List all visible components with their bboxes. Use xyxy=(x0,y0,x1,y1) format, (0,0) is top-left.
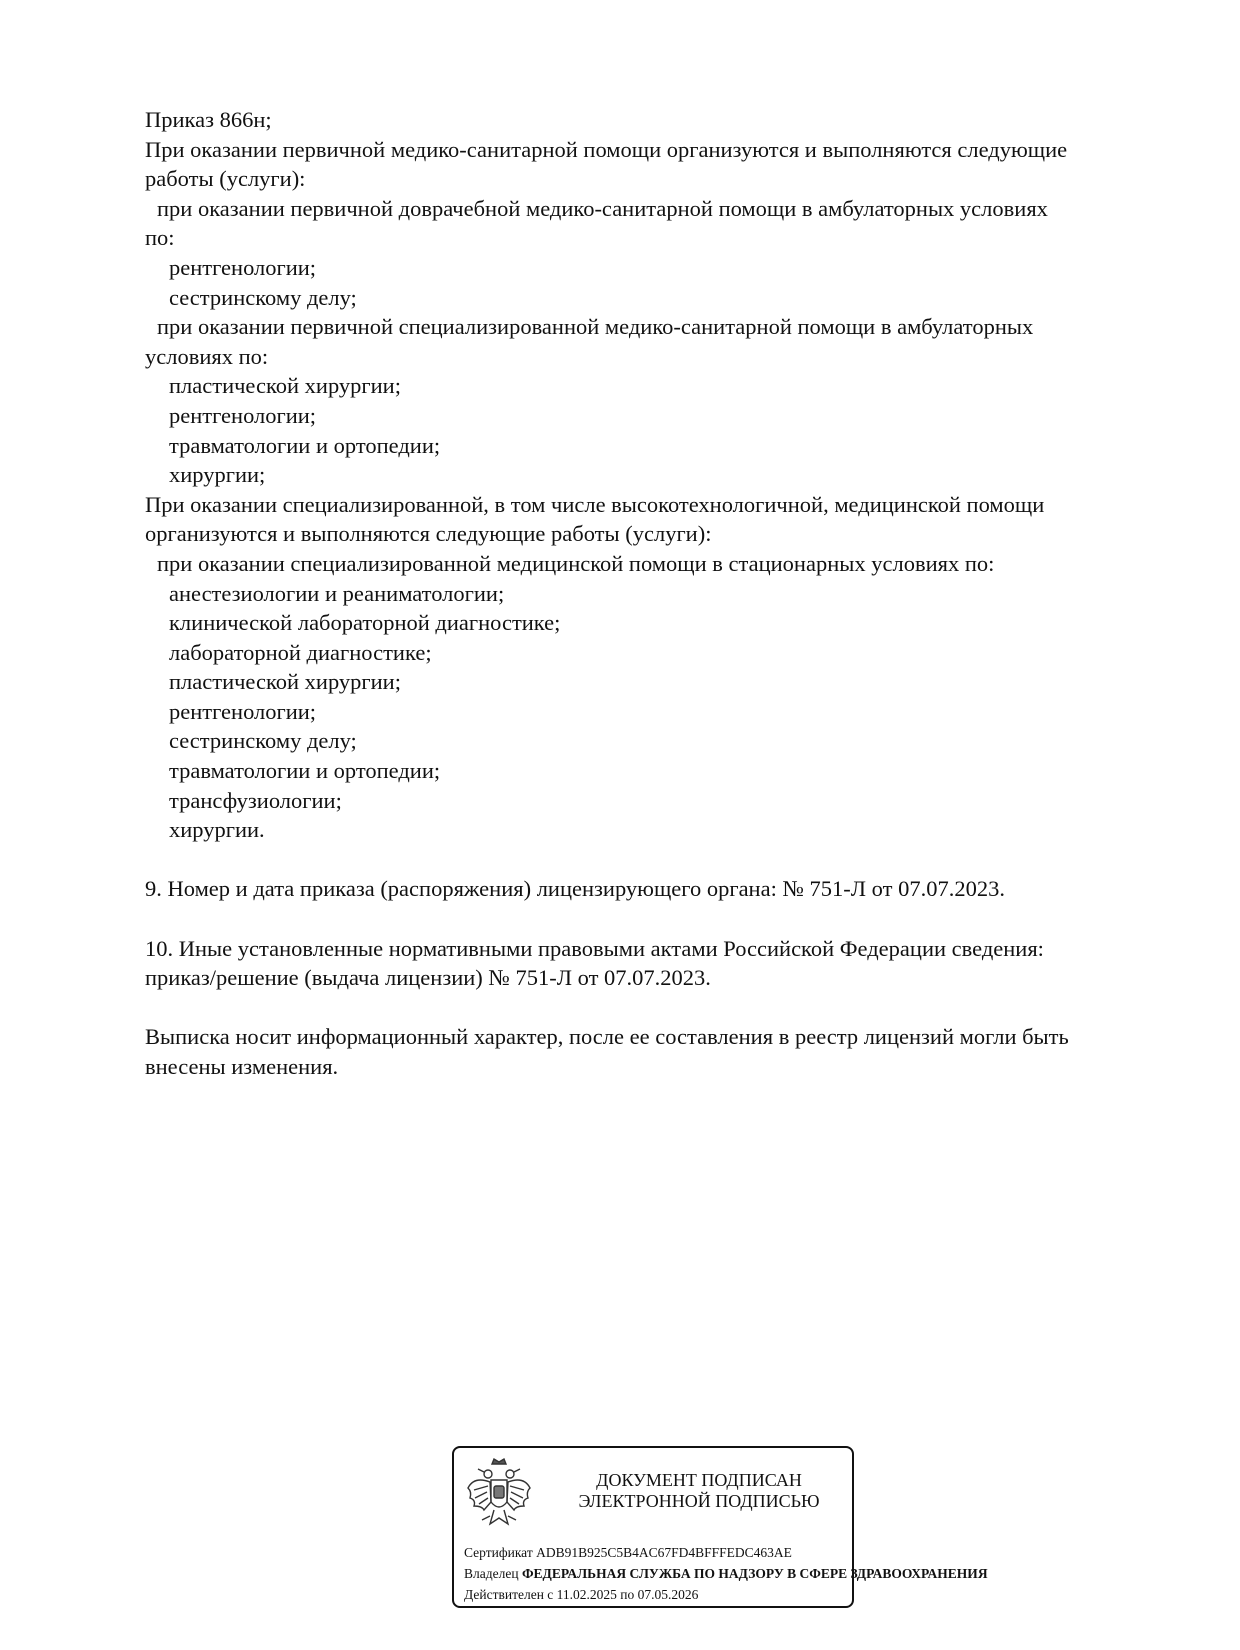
text-line: пластической хирургии; xyxy=(169,373,401,399)
stamp-title xyxy=(549,1470,849,1512)
text-line: трансфузиологии; xyxy=(169,787,342,813)
coat-of-arms-icon xyxy=(464,1458,534,1536)
text-line: при оказании специализированной медицинской помощи в стационарных условиях по: xyxy=(157,550,995,576)
text-line: травматологии и ортопедии; xyxy=(169,758,441,784)
text-line: пластической хирургии; xyxy=(169,669,401,695)
owner-value: ФЕДЕРАЛЬНАЯ СЛУЖБА ПО НАДЗОРУ В СФЕРЕ ЗДРАВООХРАНЕНИЯ xyxy=(521,1566,988,1581)
text-line: приказ/решение (выдача лицензии) № 751-Л от 07.07.2023. xyxy=(145,965,711,991)
owner-label: Владелец xyxy=(464,1566,522,1581)
stamp-title-line2: ЭЛЕКТРОННОЙ ПОДПИСЬЮ xyxy=(578,1491,820,1511)
document-body xyxy=(145,105,1155,1082)
certificate-owner xyxy=(464,1566,988,1582)
text-line: лабораторной диагностике; xyxy=(169,639,432,665)
text-line: 10. Иные установленные нормативными правовыми актами Российской Федерации сведения: xyxy=(145,935,1044,961)
stamp-title-line1: ДОКУМЕНТ ПОДПИСАН xyxy=(596,1470,802,1490)
text-line: клинической лабораторной диагностике; xyxy=(169,610,561,636)
text-line: при оказании первичной доврачебной медико-санитарной помощи в амбулаторных условиях xyxy=(157,195,1048,221)
text-line: условиях по: xyxy=(145,343,269,369)
certificate-number: Сертификат ADB91B925C5B4AC67FD4BFFFEDC463AE xyxy=(464,1545,792,1560)
electronic-signature-stamp xyxy=(452,1446,988,1608)
text-line: При оказании специализированной, в том числе высокотехнологичной, медицинской помощи xyxy=(145,491,1045,517)
text-line: рентгенологии; xyxy=(169,402,317,428)
text-line: внесены изменения. xyxy=(145,1054,339,1079)
text-line: рентгенологии; xyxy=(169,254,317,280)
text-line: организуются и выполняются следующие работы (услуги): xyxy=(145,521,712,547)
text-line: травматологии и ортопедии; xyxy=(169,432,441,458)
text-line: работы (услуги): xyxy=(145,166,306,192)
certificate-validity: Действителен с 11.02.2025 по 07.05.2026 xyxy=(464,1587,699,1602)
blank-line xyxy=(145,845,1155,875)
text-line: Выписка носит информационный характер, после ее составления в реестр лицензий могли быть xyxy=(145,1024,1069,1050)
text-line: при оказании первичной специализированной медико-санитарной помощи в амбулаторных xyxy=(157,314,1034,340)
text-line: анестезиологии и реаниматологии; xyxy=(169,580,505,606)
text-line: При оказании первичной медико-санитарной помощи организуются и выполняются следующие xyxy=(145,136,1068,162)
blank-line xyxy=(145,904,1155,934)
text-line: по: xyxy=(145,225,175,251)
text-line: хирургии. xyxy=(169,817,265,843)
text-line: Приказ 866н; xyxy=(145,107,272,132)
text-line: 9. Номер и дата приказа (распоряжения) лицензирующего органа: № 751-Л от 07.07.2023. xyxy=(145,876,1005,902)
text-line: рентгенологии; xyxy=(169,698,317,724)
blank-line xyxy=(145,993,1155,1023)
text-line: сестринскому делу; xyxy=(169,728,357,754)
text-line: сестринскому делу; xyxy=(169,284,357,310)
text-line: хирургии; xyxy=(169,462,266,488)
